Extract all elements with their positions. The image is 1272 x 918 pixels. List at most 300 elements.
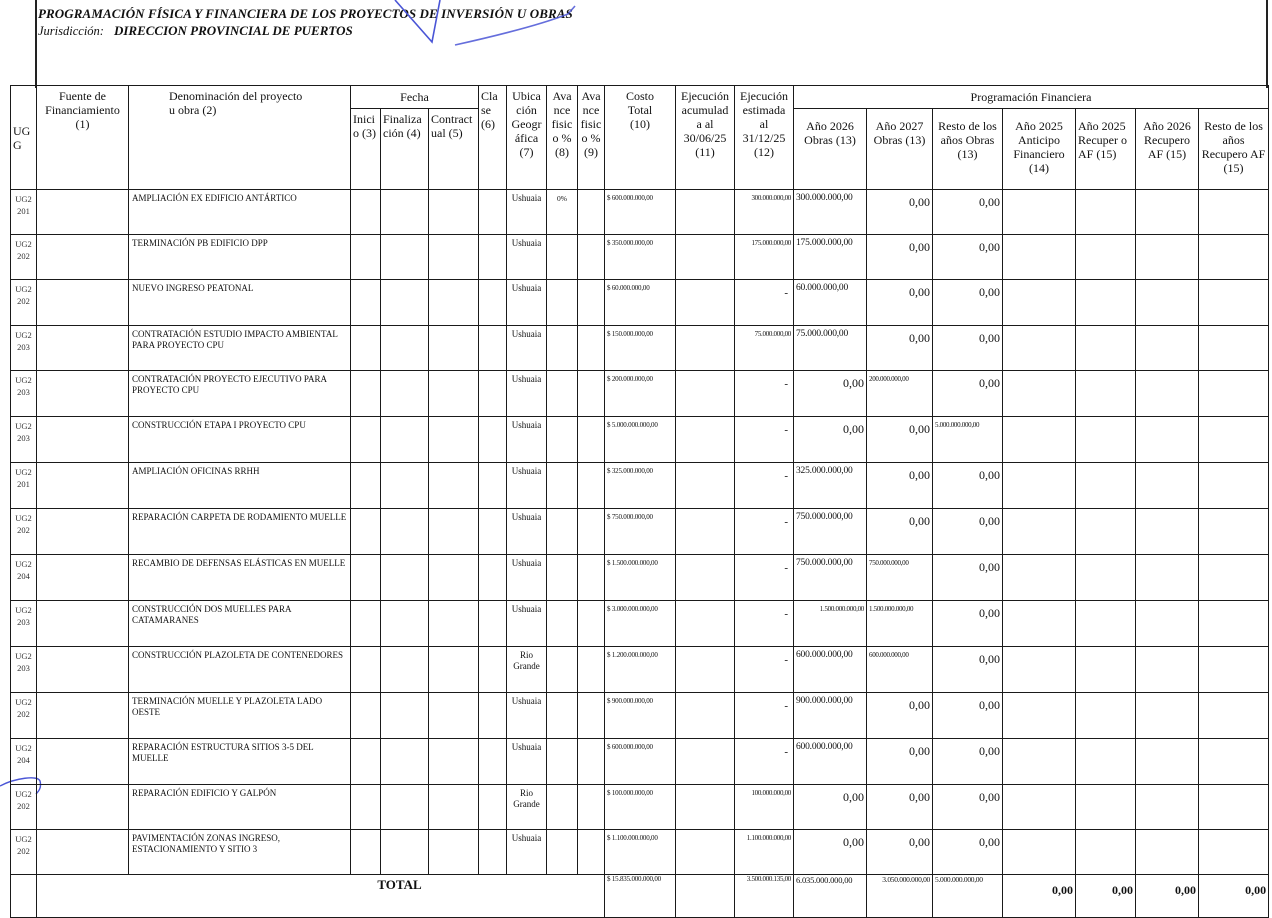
row-fuente	[37, 463, 129, 509]
row-ugg: UG2 202	[11, 509, 37, 555]
row-costo: $ 60.000.000,00	[605, 280, 676, 326]
row-avance-9	[578, 785, 605, 830]
row-a2025-recupero	[1076, 371, 1136, 417]
row-resto: 0,00	[933, 647, 1003, 693]
jurisdiction-line	[38, 23, 573, 39]
col-ugg: UG G	[11, 86, 37, 190]
row-fuente	[37, 647, 129, 693]
row-inicio	[351, 693, 381, 739]
table-row	[11, 280, 1269, 326]
row-ugg: UG2 202	[11, 280, 37, 326]
row-a2025-anticipo	[1003, 235, 1076, 280]
row-a2025-recupero	[1076, 785, 1136, 830]
row-avance-9	[578, 647, 605, 693]
col-costo: Costo Total (10)	[605, 86, 676, 190]
row-a2025-recupero	[1076, 326, 1136, 371]
row-a2027: 600.000.000,00	[867, 647, 933, 693]
row-a2025-recupero	[1076, 280, 1136, 326]
row-ugg: UG2 203	[11, 601, 37, 647]
row-fuente	[37, 601, 129, 647]
row-resto: 0,00	[933, 463, 1003, 509]
row-a2026: 0,00	[794, 830, 867, 875]
row-nombre: REPARACIÓN ESTRUCTURA SITIOS 3-5 DEL MUELLE	[129, 739, 351, 785]
row-resto-recupero	[1199, 326, 1269, 371]
col-finalizacion: Finaliza ción (4)	[381, 109, 429, 190]
row-avance-8	[547, 647, 578, 693]
row-avance-9	[578, 326, 605, 371]
row-resto: 0,00	[933, 785, 1003, 830]
row-ubicacion: Ushuaia	[507, 417, 547, 463]
row-avance-9	[578, 601, 605, 647]
row-a2026: 0,00	[794, 371, 867, 417]
total-blank	[11, 875, 37, 918]
row-avance-8	[547, 235, 578, 280]
row-a2026-recupero	[1136, 601, 1199, 647]
row-ugg: UG2 203	[11, 326, 37, 371]
document-title: PROGRAMACIÓN FÍSICA Y FINANCIERA DE LOS PROYECTOS DE INVERSIÓN U OBRAS	[38, 6, 573, 21]
row-contractual	[429, 509, 479, 555]
row-avance-8	[547, 830, 578, 875]
row-a2026: 60.000.000,00	[794, 280, 867, 326]
col-a2027: Año 2027 Obras (13)	[867, 109, 933, 190]
col-clase: Cla se (6)	[479, 86, 507, 190]
row-a2025-recupero	[1076, 601, 1136, 647]
row-resto: 0,00	[933, 693, 1003, 739]
row-resto: 0,00	[933, 235, 1003, 280]
row-ugg: UG2 202	[11, 785, 37, 830]
row-resto: 5.000.000.000,00	[933, 417, 1003, 463]
row-a2027: 0,00	[867, 693, 933, 739]
row-a2025-anticipo	[1003, 509, 1076, 555]
row-clase	[479, 417, 507, 463]
row-a2025-recupero	[1076, 555, 1136, 601]
row-finalizacion	[381, 555, 429, 601]
row-clase	[479, 463, 507, 509]
col-avance-9: Ava nce fisic o % (9)	[578, 86, 605, 190]
row-ubicacion: Ushuaia	[507, 601, 547, 647]
row-ugg: UG2 202	[11, 693, 37, 739]
total-label: TOTAL	[37, 875, 605, 918]
row-a2027: 750.000.000,00	[867, 555, 933, 601]
col-inicio: Inici o (3)	[351, 109, 381, 190]
row-clase	[479, 509, 507, 555]
row-nombre: REPARACIÓN CARPETA DE RODAMIENTO MUELLE	[129, 509, 351, 555]
row-a2025-recupero	[1076, 739, 1136, 785]
col-resto-obras: Resto de los años Obras (13)	[933, 109, 1003, 190]
row-a2027: 0,00	[867, 235, 933, 280]
col-resto-recupero: Resto de los años Recupero AF (15)	[1199, 109, 1269, 190]
col-avance-8: Ava nce fisic o % (8)	[547, 86, 578, 190]
row-clase	[479, 371, 507, 417]
row-nombre: RECAMBIO DE DEFENSAS ELÁSTICAS EN MUELLE	[129, 555, 351, 601]
row-a2026-recupero	[1136, 693, 1199, 739]
row-ubicacion: Ushuaia	[507, 371, 547, 417]
row-ubicacion: Ushuaia	[507, 830, 547, 875]
row-contractual	[429, 326, 479, 371]
row-clase	[479, 190, 507, 235]
row-costo: $ 325.000.000,00	[605, 463, 676, 509]
row-fuente	[37, 190, 129, 235]
row-contractual	[429, 647, 479, 693]
row-ejec-est: -	[735, 509, 794, 555]
row-resto-recupero	[1199, 739, 1269, 785]
row-resto-recupero	[1199, 830, 1269, 875]
row-ejec-est: 100.000.000,00	[735, 785, 794, 830]
row-a2025-recupero	[1076, 693, 1136, 739]
col-fecha: Fecha	[351, 86, 479, 109]
row-a2027: 0,00	[867, 739, 933, 785]
header-row-1	[11, 86, 1269, 109]
row-avance-8	[547, 509, 578, 555]
row-contractual	[429, 280, 479, 326]
col-denominacion: Denominación del proyecto u obra (2)	[129, 86, 351, 190]
row-clase	[479, 693, 507, 739]
total-a2025-recupero: 0,00	[1076, 875, 1136, 918]
row-clase	[479, 326, 507, 371]
row-avance-9	[578, 739, 605, 785]
table-row	[11, 785, 1269, 830]
row-nombre: TERMINACIÓN MUELLE Y PLAZOLETA LADO OESTE	[129, 693, 351, 739]
row-avance-9	[578, 830, 605, 875]
row-clase	[479, 235, 507, 280]
row-ejec-est: -	[735, 647, 794, 693]
row-a2026: 175.000.000,00	[794, 235, 867, 280]
row-avance-9	[578, 190, 605, 235]
table-row	[11, 371, 1269, 417]
row-costo: $ 350.000.000,00	[605, 235, 676, 280]
row-ejec-est: -	[735, 280, 794, 326]
table-row	[11, 739, 1269, 785]
jurisdiction-label: Jurisdicción:	[38, 24, 104, 38]
row-finalizacion	[381, 235, 429, 280]
row-ejec-est: 1.100.000.000,00	[735, 830, 794, 875]
table-row	[11, 555, 1269, 601]
row-resto-recupero	[1199, 417, 1269, 463]
row-a2026-recupero	[1136, 280, 1199, 326]
row-ejec-acum	[676, 739, 735, 785]
row-costo: $ 100.000.000,00	[605, 785, 676, 830]
row-clase	[479, 739, 507, 785]
row-resto-recupero	[1199, 693, 1269, 739]
row-a2026-recupero	[1136, 739, 1199, 785]
row-finalizacion	[381, 371, 429, 417]
row-finalizacion	[381, 647, 429, 693]
row-nombre: CONSTRUCCIÓN DOS MUELLES PARA CATAMARANES	[129, 601, 351, 647]
row-a2026: 750.000.000,00	[794, 555, 867, 601]
row-a2025-anticipo	[1003, 280, 1076, 326]
row-a2026: 300.000.000,00	[794, 190, 867, 235]
row-a2026-recupero	[1136, 417, 1199, 463]
col-ejec-acum: Ejecución acumulad a al 30/06/25 (11)	[676, 86, 735, 190]
table-row	[11, 830, 1269, 875]
row-avance-9	[578, 235, 605, 280]
margin-line-right	[1266, 0, 1268, 88]
row-a2026-recupero	[1136, 647, 1199, 693]
row-ugg: UG2 201	[11, 463, 37, 509]
row-resto-recupero	[1199, 190, 1269, 235]
row-fuente	[37, 785, 129, 830]
row-costo: $ 600.000.000,00	[605, 190, 676, 235]
col-prog-financiera: Programación Financiera	[794, 86, 1269, 109]
row-a2026-recupero	[1136, 235, 1199, 280]
row-fuente	[37, 235, 129, 280]
row-costo: $ 5.000.000.000,00	[605, 417, 676, 463]
row-ejec-est: -	[735, 693, 794, 739]
row-costo: $ 1.100.000.000,00	[605, 830, 676, 875]
row-fuente	[37, 417, 129, 463]
row-a2026-recupero	[1136, 190, 1199, 235]
row-inicio	[351, 190, 381, 235]
row-clase	[479, 830, 507, 875]
row-clase	[479, 555, 507, 601]
row-a2025-anticipo	[1003, 463, 1076, 509]
row-resto-recupero	[1199, 463, 1269, 509]
row-ubicacion: Ushuaia	[507, 190, 547, 235]
row-a2027: 1.500.000.000,00	[867, 601, 933, 647]
row-avance-8	[547, 601, 578, 647]
row-costo: $ 900.000.000,00	[605, 693, 676, 739]
table-row	[11, 509, 1269, 555]
row-ubicacion: Ushuaia	[507, 463, 547, 509]
row-ejec-acum	[676, 235, 735, 280]
row-a2025-recupero	[1076, 830, 1136, 875]
row-fuente	[37, 555, 129, 601]
row-nombre: TERMINACIÓN PB EDIFICIO DPP	[129, 235, 351, 280]
row-ejec-est: -	[735, 463, 794, 509]
row-contractual	[429, 463, 479, 509]
row-nombre: CONSTRUCCIÓN ETAPA I PROYECTO CPU	[129, 417, 351, 463]
row-resto-recupero	[1199, 555, 1269, 601]
row-a2026: 600.000.000,00	[794, 739, 867, 785]
row-contractual	[429, 371, 479, 417]
row-resto: 0,00	[933, 739, 1003, 785]
row-resto-recupero	[1199, 509, 1269, 555]
row-contractual	[429, 235, 479, 280]
row-ubicacion: Ushuaia	[507, 739, 547, 785]
row-resto: 0,00	[933, 371, 1003, 417]
row-a2027: 0,00	[867, 463, 933, 509]
row-resto-recupero	[1199, 280, 1269, 326]
total-a2027: 3.050.000.000,00	[867, 875, 933, 918]
row-finalizacion	[381, 830, 429, 875]
row-costo: $ 200.000.000,00	[605, 371, 676, 417]
row-a2026-recupero	[1136, 463, 1199, 509]
row-a2025-recupero	[1076, 235, 1136, 280]
row-finalizacion	[381, 463, 429, 509]
table-row	[11, 463, 1269, 509]
row-resto: 0,00	[933, 509, 1003, 555]
col-a2025-recupero: Año 2025 Recuper o AF (15)	[1076, 109, 1136, 190]
row-costo: $ 150.000.000,00	[605, 326, 676, 371]
row-a2026: 0,00	[794, 785, 867, 830]
row-ugg: UG2 202	[11, 830, 37, 875]
row-ejec-acum	[676, 326, 735, 371]
total-ejec-est: 3.500.000.135,00	[735, 875, 794, 918]
row-ejec-acum	[676, 647, 735, 693]
row-resto: 0,00	[933, 830, 1003, 875]
row-costo: $ 1.500.000.000,00	[605, 555, 676, 601]
row-resto-recupero	[1199, 647, 1269, 693]
row-costo: $ 750.000.000,00	[605, 509, 676, 555]
row-avance-8	[547, 463, 578, 509]
row-contractual	[429, 785, 479, 830]
total-a2026: 6.035.000.000,00	[794, 875, 867, 918]
row-avance-8	[547, 326, 578, 371]
row-ejec-acum	[676, 693, 735, 739]
row-a2025-anticipo	[1003, 190, 1076, 235]
row-inicio	[351, 280, 381, 326]
row-a2027: 0,00	[867, 280, 933, 326]
row-ejec-acum	[676, 190, 735, 235]
row-a2025-anticipo	[1003, 601, 1076, 647]
row-ugg: UG2 203	[11, 417, 37, 463]
row-a2026-recupero	[1136, 785, 1199, 830]
table-row	[11, 647, 1269, 693]
row-ejec-acum	[676, 601, 735, 647]
row-a2026-recupero	[1136, 830, 1199, 875]
row-fuente	[37, 326, 129, 371]
row-nombre: CONTRATACIÓN PROYECTO EJECUTIVO PARA PROYECTO CPU	[129, 371, 351, 417]
row-inicio	[351, 647, 381, 693]
row-avance-8	[547, 785, 578, 830]
total-row	[11, 875, 1269, 918]
row-a2025-recupero	[1076, 509, 1136, 555]
row-ejec-est: -	[735, 601, 794, 647]
row-avance-9	[578, 417, 605, 463]
row-avance-8	[547, 371, 578, 417]
col-ejec-est: Ejecución estimada al 31/12/25 (12)	[735, 86, 794, 190]
row-resto: 0,00	[933, 326, 1003, 371]
row-fuente	[37, 509, 129, 555]
row-a2027: 0,00	[867, 326, 933, 371]
row-avance-8	[547, 417, 578, 463]
row-a2026: 750.000.000,00	[794, 509, 867, 555]
table-row	[11, 326, 1269, 371]
row-a2026-recupero	[1136, 326, 1199, 371]
row-a2026-recupero	[1136, 509, 1199, 555]
row-resto-recupero	[1199, 371, 1269, 417]
row-ejec-est: -	[735, 371, 794, 417]
row-ubicacion: Rio Grande	[507, 785, 547, 830]
row-a2027: 0,00	[867, 190, 933, 235]
row-clase	[479, 601, 507, 647]
row-ejec-acum	[676, 371, 735, 417]
row-clase	[479, 647, 507, 693]
row-ejec-est: 75.000.000,00	[735, 326, 794, 371]
row-ejec-acum	[676, 555, 735, 601]
row-contractual	[429, 555, 479, 601]
row-a2025-anticipo	[1003, 830, 1076, 875]
row-ejec-acum	[676, 463, 735, 509]
row-inicio	[351, 509, 381, 555]
row-finalizacion	[381, 190, 429, 235]
row-finalizacion	[381, 280, 429, 326]
row-avance-8	[547, 693, 578, 739]
row-finalizacion	[381, 326, 429, 371]
row-finalizacion	[381, 693, 429, 739]
row-avance-8	[547, 555, 578, 601]
row-inicio	[351, 417, 381, 463]
row-ugg: UG2 204	[11, 555, 37, 601]
row-ugg: UG2 203	[11, 371, 37, 417]
row-ugg: UG2 201	[11, 190, 37, 235]
row-ubicacion: Ushuaia	[507, 693, 547, 739]
row-fuente	[37, 830, 129, 875]
row-contractual	[429, 417, 479, 463]
row-avance-9	[578, 371, 605, 417]
row-a2027: 0,00	[867, 830, 933, 875]
row-nombre: NUEVO INGRESO PEATONAL	[129, 280, 351, 326]
row-nombre: PAVIMENTACIÓN ZONAS INGRESO, ESTACIONAMIENTO Y SITIO 3	[129, 830, 351, 875]
total-costo: $ 15.835.000.000,00	[605, 875, 676, 918]
row-a2026: 75.000.000,00	[794, 326, 867, 371]
row-a2025-anticipo	[1003, 371, 1076, 417]
row-a2026: 1.500.000.000,00	[794, 601, 867, 647]
table-row	[11, 693, 1269, 739]
row-finalizacion	[381, 509, 429, 555]
row-a2026: 600.000.000,00	[794, 647, 867, 693]
row-avance-9	[578, 509, 605, 555]
row-nombre: AMPLIACIÓN OFICINAS RRHH	[129, 463, 351, 509]
col-fuente: Fuente de Financiamiento (1)	[37, 86, 129, 190]
row-ejec-acum	[676, 830, 735, 875]
row-a2025-recupero	[1076, 190, 1136, 235]
row-nombre: CONSTRUCCIÓN PLAZOLETA DE CONTENEDORES	[129, 647, 351, 693]
total-resto: 5.000.000.000,00	[933, 875, 1003, 918]
row-inicio	[351, 463, 381, 509]
row-a2025-anticipo	[1003, 693, 1076, 739]
row-contractual	[429, 693, 479, 739]
row-ubicacion: Rio Grande	[507, 647, 547, 693]
row-nombre: CONTRATACIÓN ESTUDIO IMPACTO AMBIENTAL PARA PROYECTO CPU	[129, 326, 351, 371]
table-row	[11, 601, 1269, 647]
row-resto: 0,00	[933, 190, 1003, 235]
col-ubicacion: Ubica ción Geogr áfica (7)	[507, 86, 547, 190]
row-a2025-recupero	[1076, 463, 1136, 509]
table-row	[11, 190, 1269, 235]
row-a2026: 0,00	[794, 417, 867, 463]
row-ejec-est: -	[735, 739, 794, 785]
row-ejec-est: -	[735, 417, 794, 463]
row-a2025-recupero	[1076, 417, 1136, 463]
row-resto-recupero	[1199, 601, 1269, 647]
row-inicio	[351, 371, 381, 417]
row-ubicacion: Ushuaia	[507, 280, 547, 326]
row-a2025-anticipo	[1003, 555, 1076, 601]
row-resto: 0,00	[933, 280, 1003, 326]
margin-line-left	[35, 0, 37, 88]
row-finalizacion	[381, 739, 429, 785]
row-nombre: REPARACIÓN EDIFICIO Y GALPÓN	[129, 785, 351, 830]
row-clase	[479, 280, 507, 326]
row-ubicacion: Ushuaia	[507, 509, 547, 555]
row-resto-recupero	[1199, 235, 1269, 280]
col-a2025-anticipo: Año 2025 Anticipo Financiero (14)	[1003, 109, 1076, 190]
row-a2027: 0,00	[867, 785, 933, 830]
col-contractual: Contract ual (5)	[429, 109, 479, 190]
row-inicio	[351, 235, 381, 280]
row-a2026-recupero	[1136, 555, 1199, 601]
row-a2025-anticipo	[1003, 647, 1076, 693]
col-a2026-recupero: Año 2026 Recupero AF (15)	[1136, 109, 1199, 190]
row-fuente	[37, 693, 129, 739]
row-inicio	[351, 555, 381, 601]
row-clase	[479, 785, 507, 830]
row-a2026-recupero	[1136, 371, 1199, 417]
row-ejec-est: 300.000.000,00	[735, 190, 794, 235]
row-ubicacion: Ushuaia	[507, 326, 547, 371]
col-a2026: Año 2026 Obras (13)	[794, 109, 867, 190]
